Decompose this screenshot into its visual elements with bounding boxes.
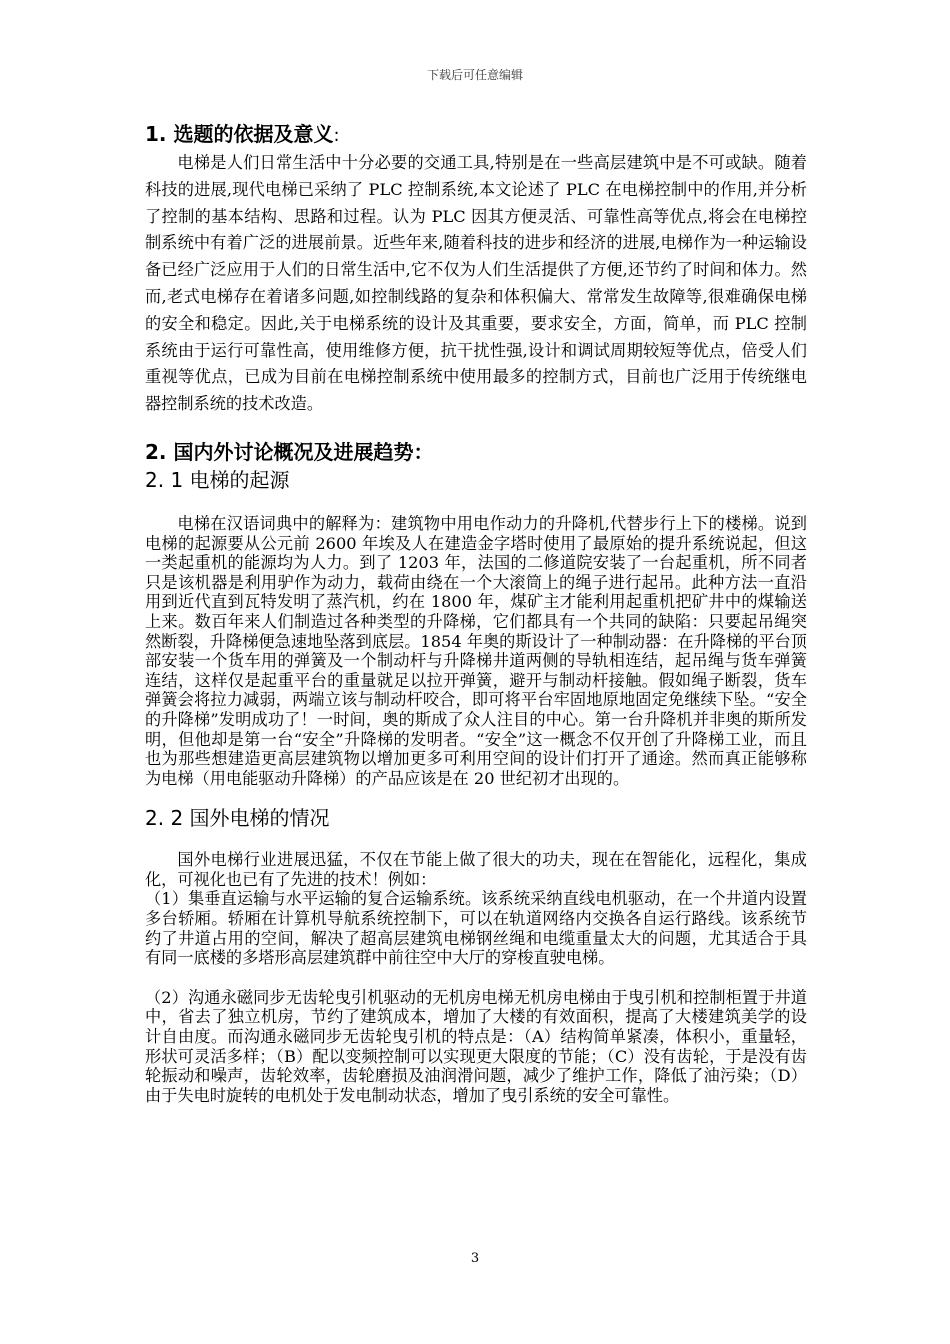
subsection-2-1-paragraph: 电梯在汉语词典中的解释为：建筑物中用电作动力的升降机,代替步行上下的楼梯。说到电梯的起源要从公元前 2600 年埃及人在建造金字塔时使用了最原始的提升系统说起，但这一类起重机的能源均为人力。到了 1203 年，法国的二修道院安装了一台起重机，所不同者只是该机器是利用驴作为动力，载荷由绕在一个大滚筒上的绳子进行起吊。此种方法一直沿用到近代直到瓦特发明了蒸汽机，约在 1800 年，煤矿主才能利用起重机把矿井中的煤输送上来。数百年来人们制造过各种类型的升降梯，它们都具有一个共同的缺陷：只要起吊绳突然断裂，升降梯便急速地坠落到底层。1854 年奥的斯设计了一种制动器：在升降梯的平台顶部安装一个货车用的弹簧及一个制动杆与升降梯井道两侧的导轨相连结，起吊绳与货车弹簧连结，这样仅是起重平台的重量就足以拉开弹簧，避开与制动杆接触。假如绳子断裂，货车弹簧会将拉力减弱，两端立该与制动杆咬合，即可将平台牢固地原地固定免继续下坠。“安全的升降梯”发明成功了！一时间，奥的斯成了众人注目的中心。第一台升降机并非奥的斯所发明，但他却是第一台“安全”升降梯的发明者。“安全”这一概念不仅开创了升降梯工业，而且也为那些想建造更高层建筑物以增加更多可利用空间的设计们打开了通途。然而真正能够称为电梯（用电能驱动升降梯）的产品应该是在 20 世纪初才出现的。 — [145, 513, 807, 788]
document-body — [145, 120, 807, 1105]
section-1-heading — [145, 120, 807, 150]
subsection-2-2-heading: 2. 2 国外电梯的情况 — [145, 806, 330, 831]
page-number: 3 — [470, 1251, 480, 1266]
subsection-2-1-heading: 2. 1 电梯的起源 — [145, 467, 290, 492]
section-2-heading: 2. 国内外讨论概况及进展趋势： — [145, 439, 434, 464]
subsection-2-2-item-1: （1）集垂直运输与水平运输的复合运输系统。该系统采纳直线电机驱动，在一个井道内设置多台轿厢。轿厢在计算机导航系统控制下，可以在轨道网络内交换各自运行路线。该系统节约了井道占用的空间，解决了超高层建筑电梯钢丝绳和电缆重量太大的问题，尤其适合于具有同一底楼的多塔形高层建筑群中前往空中大厅的穿梭直驶电梯。 — [145, 889, 807, 968]
page-header: 下载后可任意编辑 — [426, 68, 523, 82]
section-1-colon: : — [333, 125, 340, 146]
subsection-2-2-intro: 国外电梯行业进展迅猛，不仅在节能上做了很大的功夫，现在在智能化，远程化，集成化，可视化也已有了先进的技术！例如： — [145, 850, 807, 889]
subsection-2-2-item-2: （2）沟通永磁同步无齿轮曳引机驱动的无机房电梯无机房电梯由于曳引机和控制柜置于井道中，省去了独立机房，节约了建筑成本，增加了大楼的有效面积，提高了大楼建筑美学的设计自由度。而沟通永磁同步无齿轮曳引机的特点是：（A）结构简单紧凑，体积小，重量轻，形状可灵活多样；（B）配以变频控制可以实现更大限度的节能；（C）没有齿轮，于是没有齿轮振动和噪声，齿轮效率，齿轮磨损及油润滑问题，减少了维护工作，降低了油污染；（D）由于失电时旋转的电机处于发电制动状态，增加了曳引系统的安全可靠性。 — [145, 987, 807, 1105]
section-1-paragraph: 电梯是人们日常生活中十分必要的交通工具,特别是在一些高层建筑中是不可或缺。随着科技的进展,现代电梯已采纳了 PLC 控制系统,本文论述了 PLC 在电梯控制中的作用,并分析了控制的基本结构、思路和过程。认为 PLC 因其方便灵活、可靠性高等优点,将会在电梯控制系统中有着广泛的进展前景。近些年来,随着科技的进步和经济的进展,电梯作为一种运输设备已经广泛应用于人们的日常生活中,它不仅为人们生活提供了方便,还节约了时间和体力。然而,老式电梯存在着诸多问题,如控制线路的复杂和体积偏大、常常发生故障等,很难确保电梯的安全和稳定。因此,关于电梯系统的设计及其重要，要求安全，方面，简单，而 PLC 控制系统由于运行可靠性高，使用维修方便，抗干扰性强,设计和调试周期较短等优点，倍受人们重视等优点，已成为目前在电梯控制系统中使用最多的控制方式，目前也广泛用于传统继电器控制系统的技术改造。 — [145, 153, 807, 414]
section-1-title: 1. 选题的依据及意义 — [145, 122, 334, 146]
